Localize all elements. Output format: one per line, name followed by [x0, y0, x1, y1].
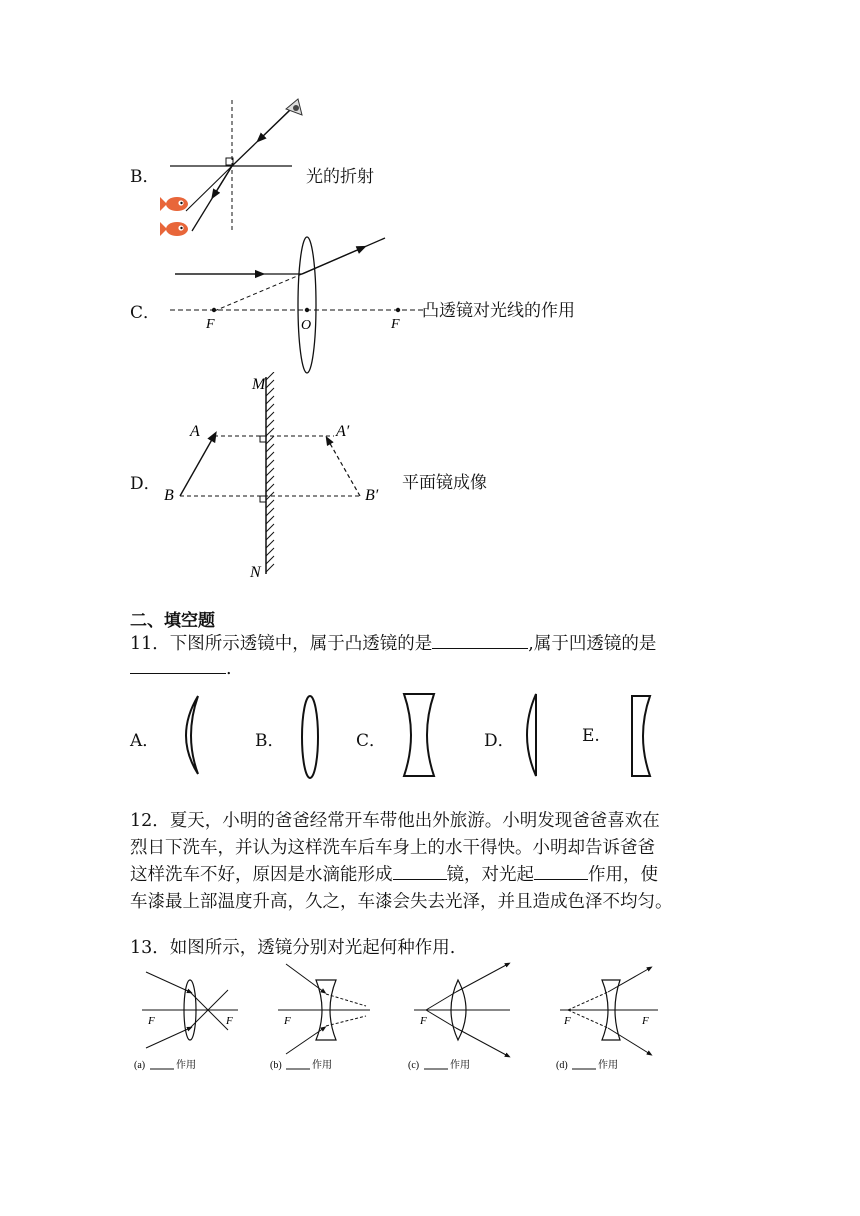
q11-text: 11．下图所示透镜中，属于凸透镜的是 ,属于凹透镜的是 .	[130, 634, 657, 679]
lens-a-shape	[170, 692, 210, 782]
lens-d-label: D．	[484, 731, 515, 751]
svg-text:F: F	[420, 1015, 427, 1027]
svg-text:(c): (c)	[408, 1060, 420, 1071]
svg-text:(d): (d)	[556, 1060, 568, 1071]
option-c-caption: 凸透镜对光线的作用	[422, 301, 575, 321]
q12-text: 12．夏天，小明的爸爸经常开车带他出外旅游。小明发现爸爸喜欢在 烈日下洗车，并认为这样洗车后车身上的水干得快。小明却告诉爸爸 这样洗车不好，原因是水滴能形成 镜，对光起 作用，使 车漆最上部温度升高，久之，车漆会失去光泽，并且造成色泽不均匀。	[130, 811, 673, 912]
figure-a	[134, 972, 238, 1071]
lens-e-shape	[624, 690, 660, 782]
label-a-prime: A′	[336, 423, 350, 440]
label-o: O	[301, 318, 312, 333]
svg-text:F: F	[226, 1015, 233, 1027]
lens-c-shape	[398, 690, 442, 780]
q11-blank-concave[interactable]	[130, 657, 226, 674]
lens-d-shape	[516, 690, 546, 780]
svg-text:F: F	[564, 1015, 571, 1027]
label-b: B	[164, 487, 174, 504]
plane-mirror-diagram	[158, 372, 398, 582]
svg-text:F: F	[642, 1015, 649, 1027]
lens-a-label: A．	[130, 731, 160, 751]
q12-blank-lens[interactable]	[393, 863, 447, 880]
refraction-diagram	[150, 95, 310, 245]
svg-text:作用: 作用	[176, 1060, 196, 1071]
figure-b	[270, 964, 370, 1071]
label-f-left: F	[206, 317, 215, 332]
section-title: 二、填空题	[130, 611, 215, 631]
svg-text:(a): (a)	[134, 1060, 146, 1071]
svg-text:作用: 作用	[450, 1060, 470, 1071]
label-n: N	[250, 564, 261, 581]
label-m: M	[252, 376, 266, 393]
svg-text:F: F	[284, 1015, 291, 1027]
label-f-right: F	[391, 317, 400, 332]
q12-blank-effect[interactable]	[534, 863, 588, 880]
figure-c	[408, 964, 510, 1071]
lens-b-label: B．	[255, 731, 285, 751]
svg-text:作用: 作用	[598, 1060, 618, 1071]
option-d-caption: 平面镜成像	[402, 473, 487, 493]
lens-c-label: C．	[356, 731, 387, 751]
eye-icon	[286, 99, 302, 115]
svg-text:F: F	[148, 1015, 155, 1027]
svg-text:作用: 作用	[312, 1060, 332, 1071]
lens-e-label: E.	[582, 726, 600, 746]
q13-text: 13．如图所示，透镜分别对光起何种作用.	[130, 938, 456, 958]
option-b-letter: B．	[130, 167, 160, 187]
option-b-caption: 光的折射	[306, 167, 374, 187]
label-b-prime: B′	[365, 487, 379, 504]
svg-text:(b): (b)	[270, 1060, 282, 1071]
q13-lens-figures	[130, 958, 690, 1076]
label-a: A	[190, 423, 200, 440]
lens-b-shape	[296, 692, 326, 782]
option-c-letter: C．	[130, 303, 161, 323]
figure-d	[556, 968, 658, 1071]
q11-blank-convex[interactable]	[432, 632, 528, 649]
fish-icon	[160, 197, 188, 211]
option-d-letter: D．	[130, 474, 161, 494]
convex-lens-diagram	[160, 232, 430, 377]
